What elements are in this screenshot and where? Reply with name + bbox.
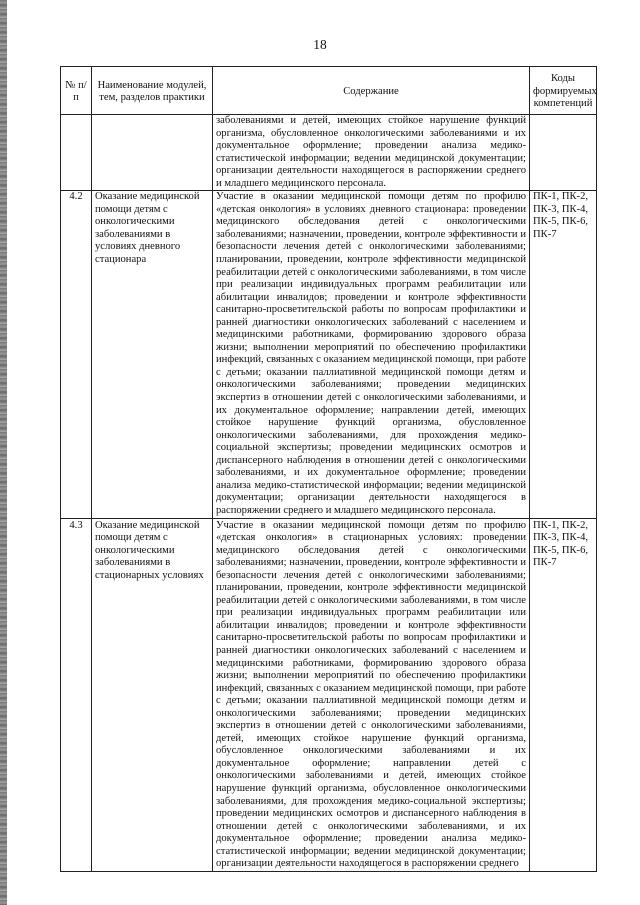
scan-binding-edge	[0, 0, 7, 905]
row-number: 4.3	[61, 518, 92, 871]
header-content: Содержание	[213, 67, 530, 115]
table-row	[61, 115, 597, 191]
table-row	[61, 191, 597, 518]
row-content: Участие в оказании медицинской помощи детям по профилю «детская онкология» в условиях дневного стационара: проведении медицинского обследования детей с онкологическими заболеваниями; назначении, проведении, контроле эффективности и безопасности лечения детей с онкологическими заболеваниями; планировании, проведении, контроле эффективности медицинской реабилитации детей с онкологическими заболеваниями, в том числе при реализации индивидуальных программ реабилитации или абилитации инвалидов; проведении и контроле эффективности санитарно-просветительской работы по вопросам профилактики и ранней диагностики онкологических заболеваний с населением и медицинскими работниками, формированию здорового образа жизни; выполнении мероприятий по обеспечению профилактики инфекций, связанных с оказанием медицинской помощи, при работе с детьми; оказании паллиативной медицинской помощи детям и онкологическими заболеваниями; проведении медицинских экспертиз в отношении детей с онкологическими заболеваниями, и их документальное оформление; направлении детей, имеющих стойкое нарушение функций организма, обусловленное онкологическими заболеваниями, для прохождения медико-социальной экспертизы; проведении медицинских осмотров и диспансерного наблюдения в отношении детей с онкологическими заболеваниями, и их документальное оформление; проведении анализа медико-статистической информации; ведении медицинской документации; организации деятельности находящегося в распоряжении среднего и младшего медицинского персонала.	[213, 191, 530, 518]
row-module-name	[92, 115, 213, 191]
row-content: заболеваниями и детей, имеющих стойкое нарушение функций организма, обусловленное онкологическими заболеваниями и их документальное оформление; проведении анализа медико-статистической информации; ведении медицинской документации; организации деятельности находящегося в распоряжении среднего и младшего медицинского персонала.	[213, 115, 530, 191]
row-number	[61, 115, 92, 191]
header-competency-codes: Коды формируемых компетенций	[530, 67, 597, 115]
row-module-name: Оказание медицинской помощи детям с онкологическими заболеваниями в стационарных условиях	[92, 518, 213, 871]
practice-modules-table	[60, 66, 597, 872]
row-module-name: Оказание медицинской помощи детям с онкологическими заболеваниями в условиях дневного стационара	[92, 191, 213, 518]
row-content: Участие в оказании медицинской помощи детям по профилю «детская онкология» в стационарных условиях: проведении медицинского обследования детей с онкологическими заболеваниями; назначении, проведении, контроле эффективности и безопасности лечения детей с онкологическими заболеваниями; планировании, проведении, контроле эффективности медицинской реабилитации детей с онкологическими заболеваниями, в том числе при реализации индивидуальных программ реабилитации или абилитации инвалидов; проведении и контроле эффективности санитарно-просветительской работы по вопросам профилактики и ранней диагностики онкологических заболеваний с населением и медицинскими работниками, формированию здорового образа жизни; выполнении мероприятий по обеспечению профилактики инфекций, связанных с оказанием медицинской помощи, при работе с детьми; оказании паллиативной медицинской помощи детям и онкологическими заболеваниями; проведении медицинских экспертиз в отношении детей с онкологическими заболеваниями, детей, имеющих стойкое нарушение функций организма, обусловленное онкологическими заболеваниями и их документальное оформление; направлении детей с онкологическими заболеваниями и детей, имеющих стойкое нарушение функций организма, обусловленное онкологическими заболеваниями, для прохождения медико-социальной экспертизы; проведении медицинских осмотров и диспансерного наблюдения в отношении детей с онкологическими заболеваниями, и их документальное оформление; проведении анализа медико-статистической информации; ведении медицинской документации; организации деятельности находящегося в распоряжении среднего	[213, 518, 530, 871]
page-number: 18	[313, 37, 327, 52]
header-number: № п/п	[61, 67, 92, 115]
header-module-name: Наименование модулей, тем, разделов практики	[92, 67, 213, 115]
row-competency-codes: ПК-1, ПК-2, ПК-3, ПК-4, ПК-5, ПК-6, ПК-7	[530, 518, 597, 871]
row-competency-codes	[530, 115, 597, 191]
table-row	[61, 518, 597, 871]
table-header-row	[61, 67, 597, 115]
row-competency-codes: ПК-1, ПК-2, ПК-3, ПК-4, ПК-5, ПК-6, ПК-7	[530, 191, 597, 518]
row-number: 4.2	[61, 191, 92, 518]
